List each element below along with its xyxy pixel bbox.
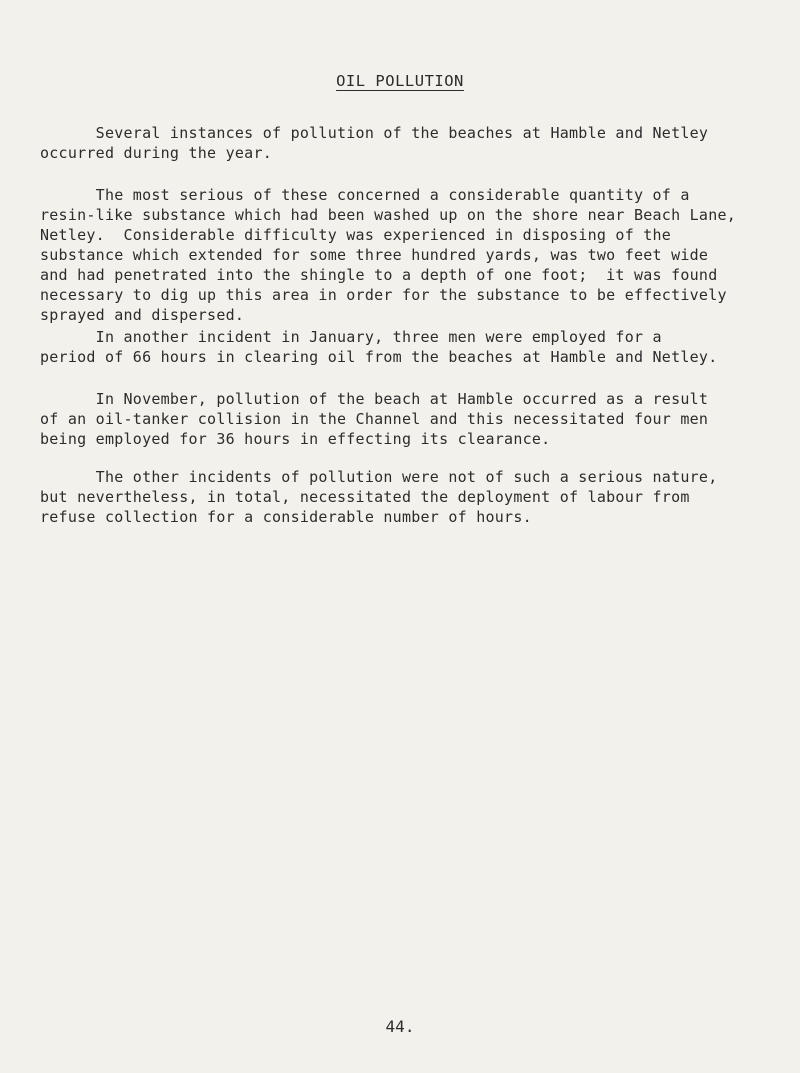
- page-title: OIL POLLUTION: [336, 72, 464, 90]
- paragraph-other-incidents: The other incidents of pollution were not of such a serious nature, but nevertheless, in total, necessitated the deployment of labour from refuse collection for a considerable number of hours.: [40, 468, 718, 526]
- paragraph-resin-substance: The most serious of these concerned a considerable quantity of a resin-like substance which had been washed up on the shore near Beach Lane, Netley. Considerable difficulty was experienced in disposing of the substance which extended for some three hundred yards, was two feet wide and had penetrated into the shingle to a depth of one foot; it was found necessary to dig up this area in order for the substance to be effectively sprayed and dispersed.: [40, 186, 737, 324]
- paragraph-january-incident: In another incident in January, three men were employed for a period of 66 hours in clearing oil from the beaches at Hamble and Netley.: [40, 328, 718, 366]
- paragraph-hamble-netley-instances: Several instances of pollution of the beaches at Hamble and Netley occurred during the year.: [40, 124, 709, 162]
- page-number: 44.: [385, 1017, 415, 1036]
- paragraph-november-collision: In November, pollution of the beach at Hamble occurred as a result of an oil-tanker collision in the Channel and this necessitated four men being employed for 36 hours in effecting its clearance.: [40, 390, 709, 448]
